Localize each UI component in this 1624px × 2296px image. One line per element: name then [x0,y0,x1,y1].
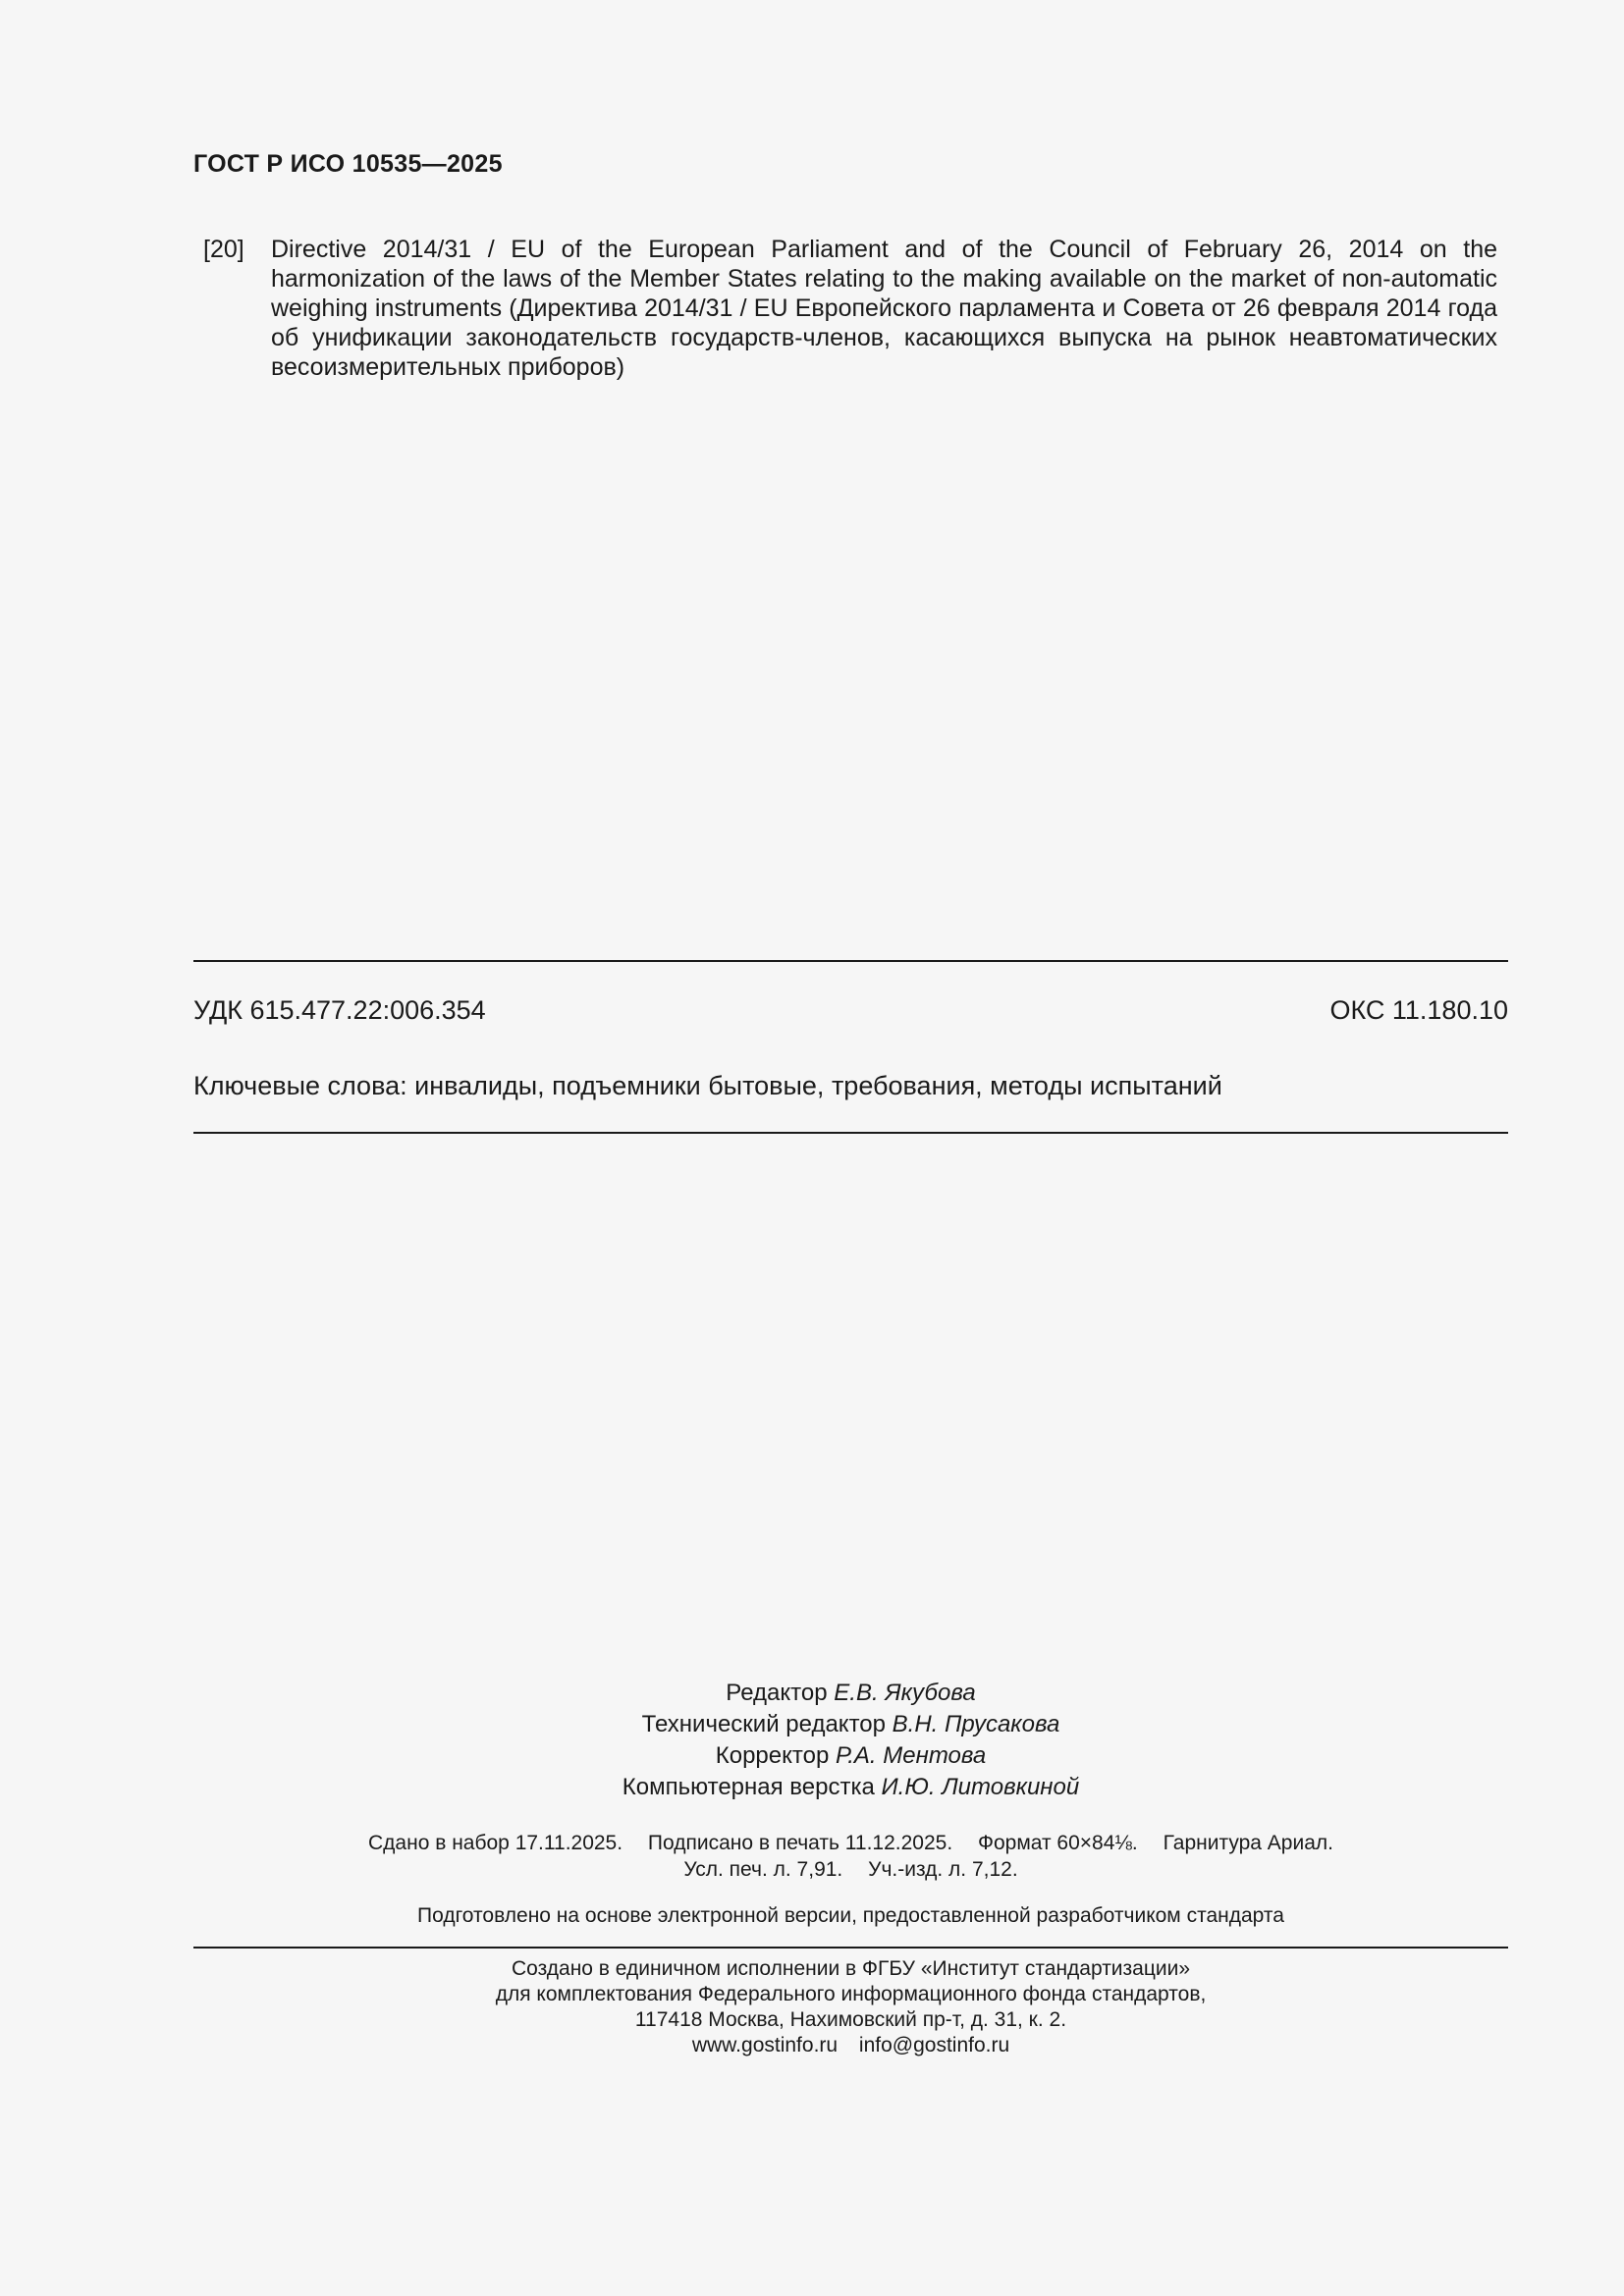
bibliography-entry [193,235,1497,382]
credit-person: И.Ю. Литовкиной [881,1774,1080,1800]
signed-date: Подписано в печать 11.12.2025. [647,1832,953,1854]
publisher-contacts [193,2033,1508,2058]
email-link[interactable]: info@gostinfo.ru [858,2034,1010,2056]
publisher-info [193,1956,1508,2058]
divider-top [193,960,1508,962]
document-header: ГОСТ Р ИСО 10535—2025 [193,150,503,178]
credit-person: Р.А. Ментова [835,1742,987,1769]
credit-role: Корректор [715,1742,830,1769]
print-format: Формат 60×84⅛. [978,1832,1138,1854]
print-info-line-2 [193,1856,1508,1883]
credit-editor [193,1678,1508,1709]
publisher-line-2: для комплектования Федерального информационного фонда стандартов, [495,1983,1207,2005]
credit-layout [193,1772,1508,1803]
oks-code: ОКС 11.180.10 [1329,995,1508,1025]
print-info-line-1 [193,1830,1508,1856]
publisher-address: 117418 Москва, Нахимовский пр-т, д. 31, к. 2. [634,2008,1067,2031]
print-information [193,1830,1508,1883]
typeface: Гарнитура Ариал. [1163,1832,1333,1854]
credit-technical-editor [193,1709,1508,1740]
editorial-credits [193,1678,1508,1803]
credit-proofreader [193,1740,1508,1772]
publisher-sheets: Уч.-изд. л. 7,12. [868,1858,1018,1881]
credit-person: Е.В. Якубова [834,1680,976,1706]
publisher-line-1: Создано в единичном исполнении в ФГБУ «Институт стандартизации» [511,1957,1191,1980]
credit-person: В.Н. Прусакова [892,1711,1060,1737]
credit-role: Технический редактор [641,1711,886,1737]
credit-role: Редактор [726,1680,828,1706]
credit-role: Компьютерная верстка [622,1774,875,1800]
divider-middle [193,1132,1508,1134]
website-link[interactable]: www.gostinfo.ru [691,2034,839,2056]
keywords-line: Ключевые слова: инвалиды, подъемники бытовые, требования, методы испытаний [193,1071,1222,1100]
udk-code: УДК 615.477.22:006.354 [193,995,486,1025]
prepared-note: Подготовлено на основе электронной версии, предоставленной разработчиком стандарта [417,1904,1284,1927]
bibliography-entry-text: Directive 2014/31 / EU of the European Parliament and of the Council of February 26, 2014 on the harmonization of the laws of the Member States relating to the making available on the market of non-automatic weighing instruments (Директива 2014/31 / EU Европейского парламента и Совета от 26 февраля 2014 года об унификации законодательств государств-членов, касающихся выпуска на рынок неавтоматических весоизмерительных приборов) [271,236,1497,381]
print-sheets: Усл. печ. л. 7,91. [683,1858,843,1881]
submitted-date: Сдано в набор 17.11.2025. [368,1832,623,1854]
bibliography-entry-number: [20] [203,236,244,263]
divider-bottom [193,1947,1508,1949]
